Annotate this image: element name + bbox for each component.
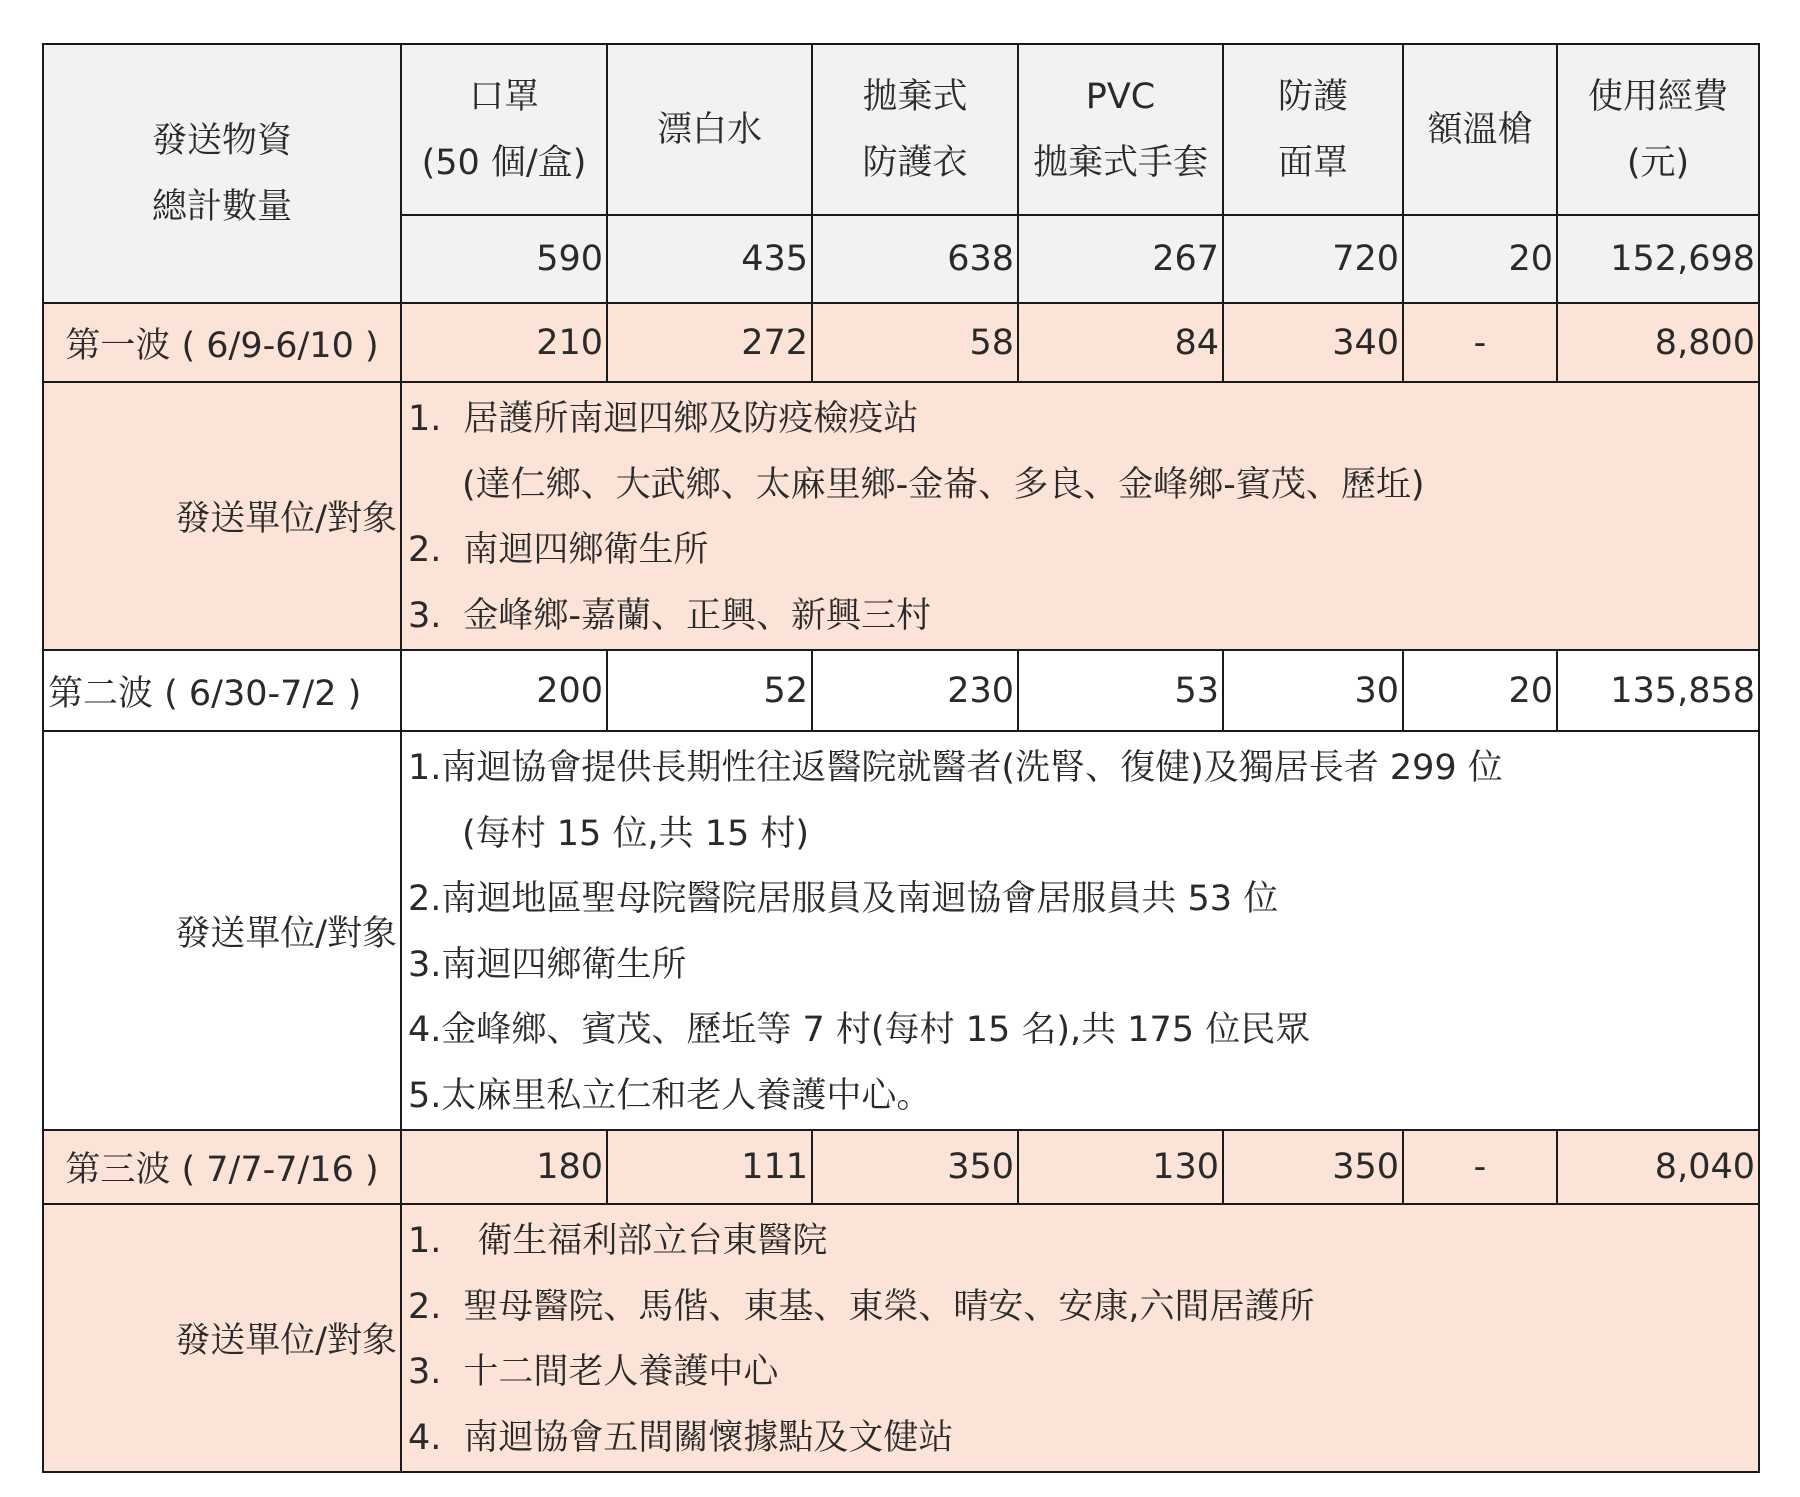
wave-value: 8,800 (1557, 303, 1759, 382)
wave-value: 20 (1403, 650, 1557, 731)
column-header-line: 拋棄式 (862, 76, 968, 117)
target-list (401, 1204, 1759, 1472)
list-item: 3.南迴四鄉衛生所 (408, 944, 687, 985)
column-header-line: 口罩 (468, 76, 539, 117)
total-cell: 152,698 (1557, 215, 1759, 303)
column-header-bleach (607, 44, 812, 215)
wave-value: 53 (1018, 650, 1223, 731)
total-cell: 267 (1018, 215, 1223, 303)
wave-value: 30 (1223, 650, 1403, 731)
column-header-line: PVC (1085, 76, 1156, 117)
column-header-line: 防護衣 (862, 142, 968, 183)
target-label: 發送單位/對象 (43, 731, 401, 1130)
total-cell: 720 (1223, 215, 1403, 303)
wave-label: 第一波 ( 6/9-6/10 ) (43, 303, 401, 382)
target-label: 發送單位/對象 (43, 1204, 401, 1472)
wave-value: 111 (607, 1130, 812, 1204)
header-label-line: 總計數量 (151, 186, 292, 227)
wave-value: - (1403, 303, 1557, 382)
wave-row (43, 650, 1759, 731)
wave-value: 230 (812, 650, 1018, 731)
column-header-thermometer (1403, 44, 1557, 215)
target-label: 發送單位/對象 (43, 382, 401, 650)
list-item: 3. 金峰鄉-嘉蘭、正興、新興三村 (408, 595, 932, 636)
list-item: 2. 聖母醫院、馬偕、東基、東榮、晴安、安康,六間居護所 (408, 1286, 1315, 1327)
wave-value: 200 (401, 650, 607, 731)
wave-row (43, 1130, 1759, 1204)
list-item: 3. 十二間老人養護中心 (408, 1352, 779, 1392)
column-header-face-shield (1223, 44, 1403, 215)
wave-value: - (1403, 1130, 1557, 1204)
wave-value: 8,040 (1557, 1130, 1759, 1204)
header-label-cell (43, 44, 401, 303)
wave-targets-row (43, 382, 1759, 650)
wave-targets-row (43, 731, 1759, 1130)
wave-value: 350 (812, 1130, 1018, 1204)
wave-label: 第三波 ( 7/7-7/16 ) (43, 1130, 401, 1204)
wave-value: 135,858 (1557, 650, 1759, 731)
wave-value: 52 (607, 650, 812, 731)
column-header-line: 面罩 (1277, 142, 1348, 183)
list-item: 2. 南迴四鄉衛生所 (408, 530, 709, 570)
list-item: 2.南迴地區聖母院醫院居服員及南迴協會居服員共 53 位 (408, 879, 1279, 919)
column-header-line: (50 個/盒) (421, 142, 587, 183)
column-header-line: 漂白水 (656, 109, 762, 150)
list-item: 4. 南迴協會五間關懷據點及文健站 (408, 1417, 954, 1458)
wave-value: 272 (607, 303, 812, 382)
column-header-line: (元) (1626, 142, 1690, 183)
target-list (401, 731, 1759, 1130)
column-header-cost (1557, 44, 1759, 215)
header-label-line: 發送物資 (151, 120, 292, 161)
column-header-gloves (1018, 44, 1223, 215)
column-header-line: 額溫槍 (1427, 109, 1533, 150)
column-header-gowns (812, 44, 1018, 215)
list-item: 1.南迴協會提供長期性往返醫院就醫者(洗腎、復健)及獨居長者 299 位 (408, 748, 1503, 788)
wave-targets-row (43, 1204, 1759, 1472)
list-item: (達仁鄉、大武鄉、太麻里鄉-金崙、多良、金峰鄉-賓茂、歷坵) (462, 464, 1425, 505)
wave-value: 180 (401, 1130, 607, 1204)
column-header-line: 拋棄式手套 (1032, 142, 1208, 183)
wave-label: 第二波 ( 6/30-7/2 ) (43, 650, 401, 731)
total-cell: 590 (401, 215, 607, 303)
supplies-table (42, 43, 1760, 1473)
wave-row (43, 303, 1759, 382)
column-header-masks (401, 44, 607, 215)
list-item: 1. 居護所南迴四鄉及防疫檢疫站 (408, 399, 919, 439)
column-header-line: 防護 (1277, 76, 1348, 117)
total-cell: 435 (607, 215, 812, 303)
wave-value: 210 (401, 303, 607, 382)
list-item: 5.太麻里私立仁和老人養護中心。 (408, 1075, 932, 1116)
wave-value: 84 (1018, 303, 1223, 382)
list-item: (每村 15 位,共 15 村) (462, 813, 810, 854)
column-header-line: 使用經費 (1587, 76, 1728, 117)
list-item: 1. 衛生福利部立台東醫院 (408, 1221, 828, 1261)
wave-value: 130 (1018, 1130, 1223, 1204)
list-item: 4.金峰鄉、賓茂、歷坵等 7 村(每村 15 名),共 175 位民眾 (408, 1010, 1311, 1050)
total-cell: 638 (812, 215, 1018, 303)
total-cell: 20 (1403, 215, 1557, 303)
target-list (401, 382, 1759, 650)
wave-value: 58 (812, 303, 1018, 382)
wave-value: 340 (1223, 303, 1403, 382)
wave-value: 350 (1223, 1130, 1403, 1204)
